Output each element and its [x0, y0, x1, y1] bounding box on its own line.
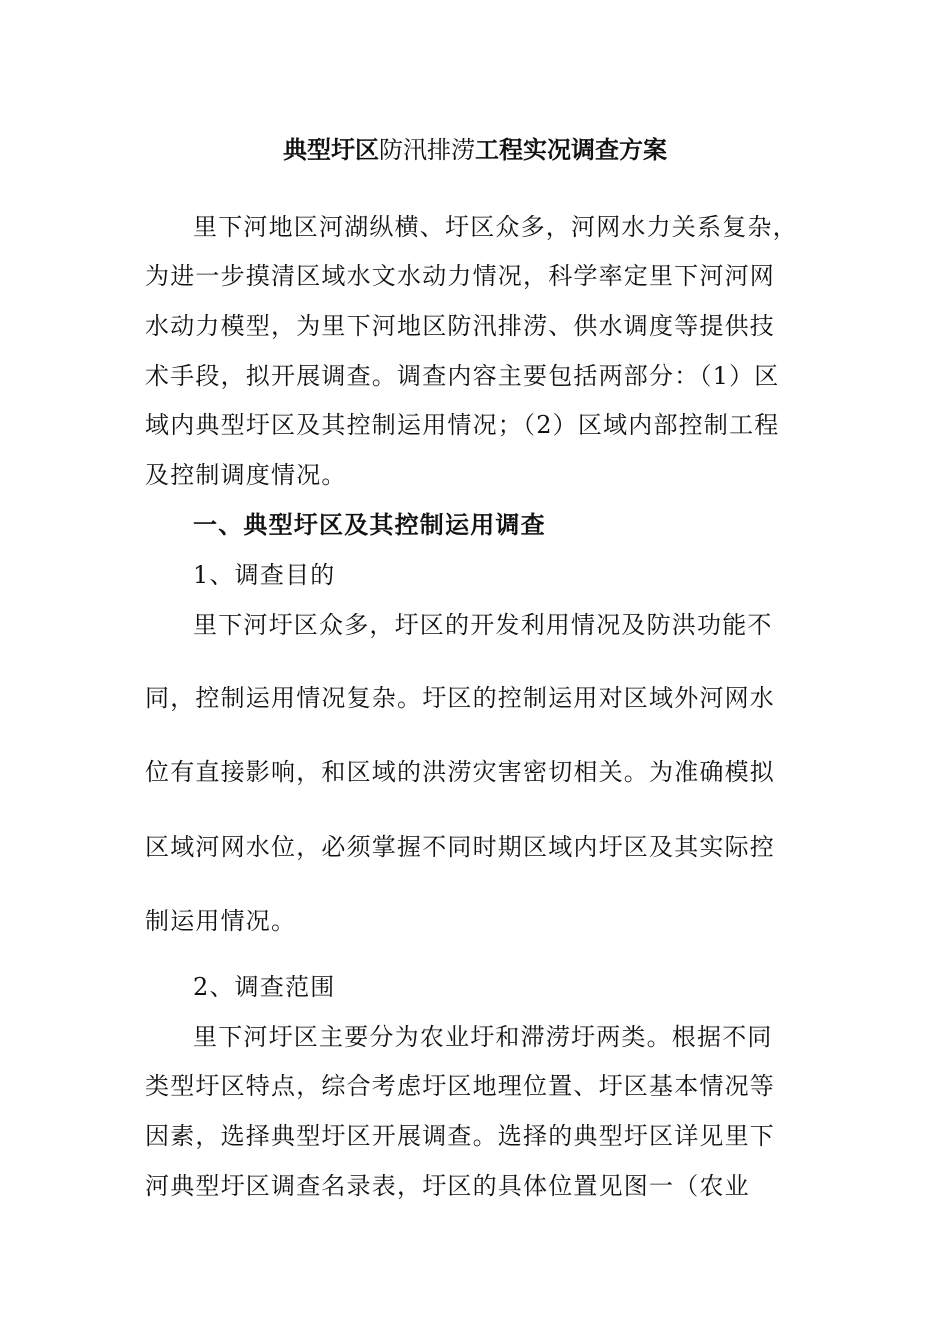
purpose-line-1: 里下河圩区众多，圩区的开发利用情况及防洪功能不	[193, 611, 773, 639]
subsection-1-heading: 1、调查目的	[193, 561, 336, 589]
purpose-line-2: 同，控制运用情况复杂。圩区的控制运用对区域外河网水	[145, 684, 775, 712]
intro-line-1: 里下河地区河湖纵横、圩区众多，河网水力关系复杂，	[193, 213, 798, 241]
scope-line-2: 类型圩区特点，综合考虑圩区地理位置、圩区基本情况等	[145, 1072, 775, 1100]
purpose-line-4: 区域河网水位，必须掌握不同时期区域内圩区及其实际控	[145, 833, 775, 861]
section-1-heading: 一、典型圩区及其控制运用调查	[193, 510, 546, 539]
title-part-2: 防汛排涝	[379, 136, 475, 164]
document-title	[0, 132, 950, 168]
scope-line-4: 河典型圩区调查名录表，圩区的具体位置见图一（农业	[145, 1172, 750, 1200]
scope-line-1: 里下河圩区主要分为农业圩和滞涝圩两类。根据不同	[193, 1023, 773, 1051]
purpose-line-3: 位有直接影响，和区域的洪涝灾害密切相关。为准确模拟	[145, 758, 775, 786]
intro-line-6: 及控制调度情况。	[145, 461, 347, 489]
subsection-2-heading: 2、调查范围	[193, 973, 336, 1001]
purpose-line-5: 制运用情况。	[145, 907, 297, 935]
intro-line-2: 为进一步摸清区域水文水动力情况，科学率定里下河河网	[145, 262, 775, 290]
scope-line-3: 因素，选择典型圩区开展调查。选择的典型圩区详见里下	[145, 1122, 775, 1150]
title-part-1: 典型圩区	[283, 135, 379, 164]
title-part-3: 工程实况调查方案	[475, 135, 667, 164]
intro-line-4: 术手段，拟开展调查。调查内容主要包括两部分：（1）区	[145, 362, 780, 390]
intro-line-5: 域内典型圩区及其控制运用情况；（2）区域内部控制工程	[145, 411, 780, 439]
intro-line-3: 水动力模型，为里下河地区防汛排涝、供水调度等提供技	[145, 312, 775, 340]
